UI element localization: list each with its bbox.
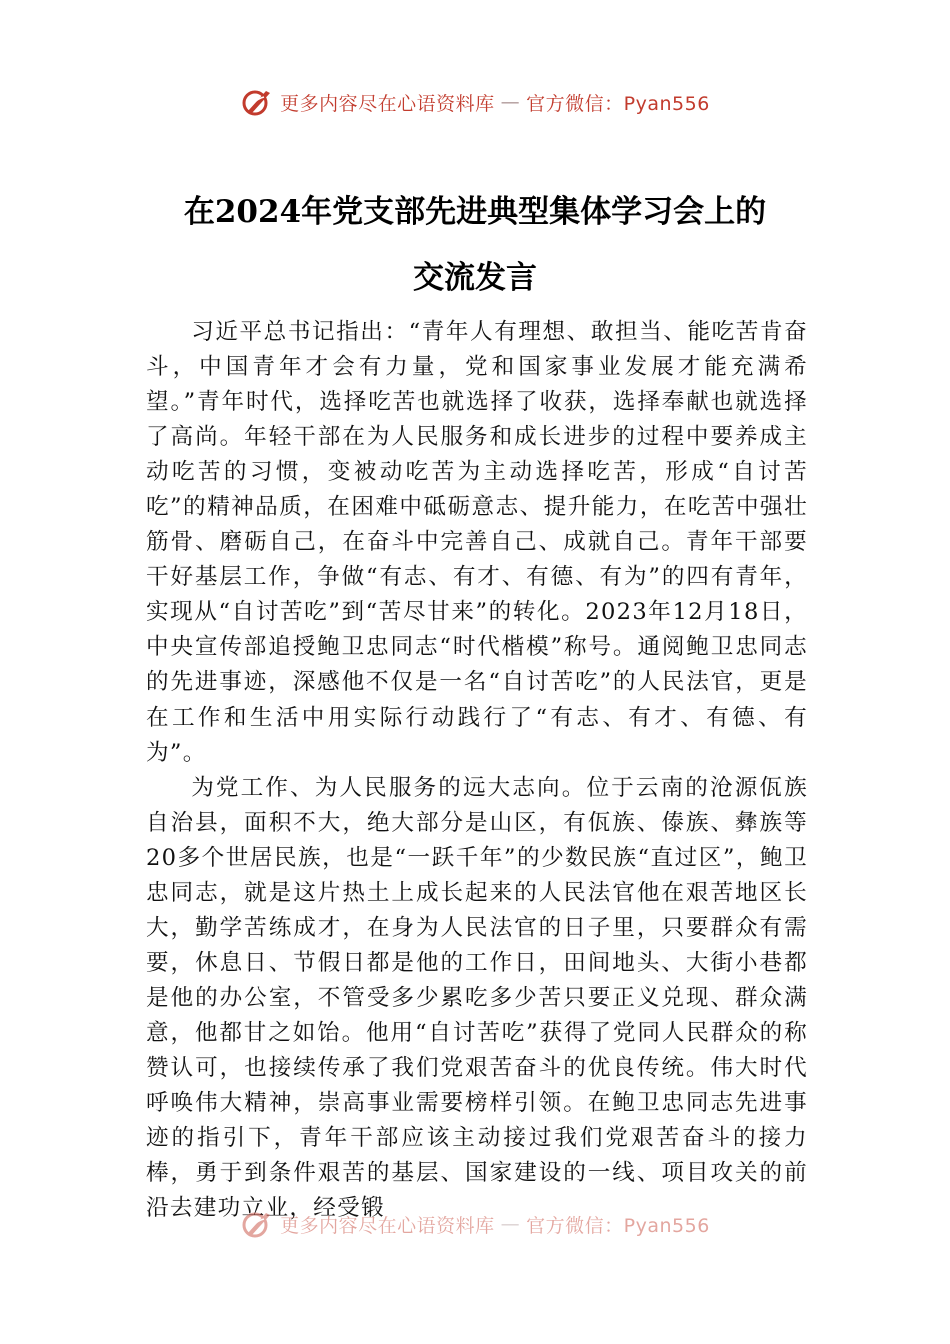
watermark-separator: —	[500, 1213, 521, 1235]
watermark-site-text: 更多内容尽在心语资料库	[280, 92, 495, 115]
watermark-separator: —	[500, 91, 521, 113]
quill-logo-icon	[240, 85, 274, 119]
header-watermark	[0, 84, 950, 120]
paragraph-1: 习近平总书记指出：“青年人有理想、敢担当、能吃苦肯奋斗，中国青年才会有力量，党和国家事业发展才能充满希望。”青年时代，选择吃苦也就选择了收获，选择奉献也就选择了高尚。年轻干部在为人民服务和成长进步的过程中要养成主动吃苦的习惯，变被动吃苦为主动选择吃苦，形成“自讨苦吃”的精神品质，在困难中砥砺意志、提升能力，在吃苦中强壮筋骨、磨砺自己，在奋斗中完善自己、成就自己。青年干部要干好基层工作，争做“有志、有才、有德、有为”的四有青年，实现从“自讨苦吃”到“苦尽甘来”的转化。2023年12月18日，中央宣传部追授鲍卫忠同志“时代楷模”称号。通阅鲍卫忠同志的先进事迹，深感他不仅是一名“自讨苦吃”的人民法官，更是在工作和生活中用实际行动践行了“有志、有才、有德、有为”。	[146, 319, 808, 766]
watermark-wechat-text: 官方微信：Pyan556	[526, 92, 710, 115]
watermark-site-text: 更多内容尽在心语资料库	[280, 1214, 495, 1237]
watermark-wechat-text: 官方微信：Pyan556	[526, 1214, 710, 1237]
document-body	[146, 315, 808, 1222]
paragraph-2: 为党工作、为人民服务的远大志向。位于云南的沧源佤族自治县，面积不大，绝大部分是山区，有佤族、傣族、彝族等20多个世居民族，也是“一跃千年”的少数民族“直过区”，鲍卫忠同志，就是这片热土上成长起来的人民法官他在艰苦地区长大，勤学苦练成才，在身为人民法官的日子里，只要群众有需要，休息日、节假日都是他的工作日，田间地头、大街小巷都是他的办公室，不管受多少累吃多少苦只要正义兑现、群众满意，他都甘之如饴。他用“自讨苦吃”获得了党同人民群众的称赞认可，也接续传承了我们党艰苦奋斗的优良传统。伟大时代呼唤伟大精神，崇高事业需要榜样引领。在鲍卫忠同志先进事迹的指引下，青年干部应该主动接过我们党艰苦奋斗的接力棒，勇于到条件艰苦的基层、国家建设的一线、项目攻关的前沿去建功立业，经受锻	[146, 774, 808, 1222]
quill-logo-icon	[240, 1207, 274, 1241]
document-title-line-1: 在2024年党支部先进典型集体学习会上的	[183, 194, 767, 230]
document-title-line-2: 交流发言	[413, 260, 537, 296]
footer-watermark	[0, 1206, 950, 1242]
